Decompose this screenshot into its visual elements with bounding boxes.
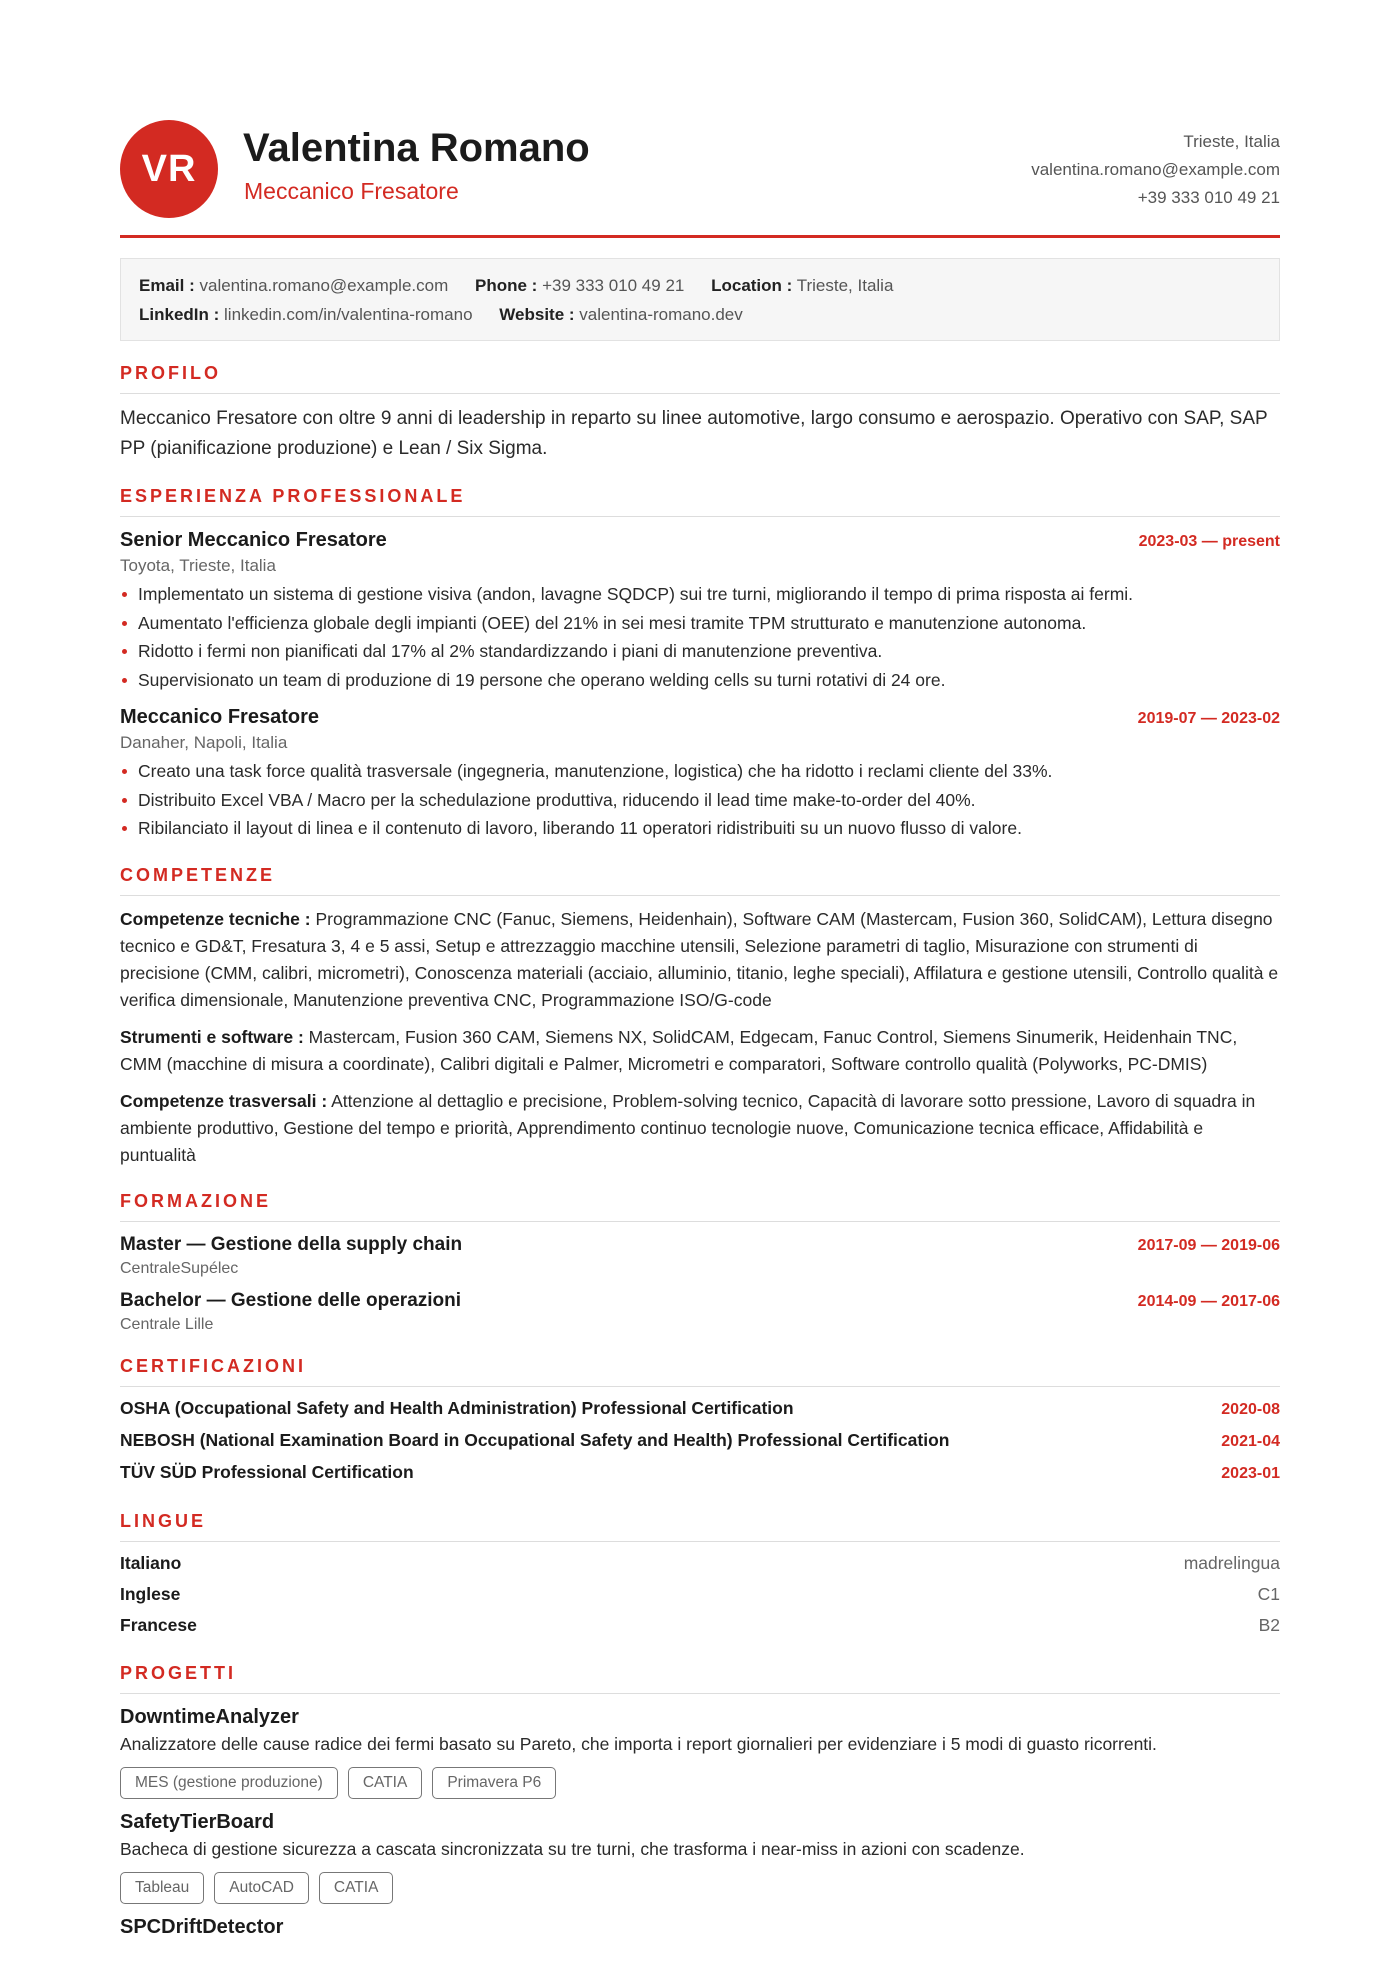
project-name: SafetyTierBoard — [120, 1810, 275, 1833]
header-contact — [1031, 128, 1280, 212]
experience-bullet: Distribuito Excel VBA / Macro per la schedulazione produttiva, riducendo il lead time make-to-order del 40%. — [120, 786, 1280, 815]
header-email: valentina.romano@example.com — [1031, 160, 1280, 179]
profile-summary: Meccanico Fresatore con oltre 9 anni di leadership in reparto su linee automotive, largo consumo e aerospazio. Operativo con SAP, SAP PP (pianificazione produzione) e Lean / Six Sigma. — [120, 408, 1268, 459]
skill-group-tools — [120, 1024, 1280, 1078]
project-entry — [120, 1706, 1280, 1799]
project-description: Bacheca di gestione sicurezza a cascata sincronizzata su tre turni, che trasforma i near-miss in azioni con scadenze. — [120, 1838, 1025, 1859]
project-tag: Tableau — [120, 1872, 204, 1904]
education-school: Centrale Lille — [120, 1315, 214, 1333]
contact-row-2 — [139, 300, 1261, 329]
project-tag: Primavera P6 — [432, 1767, 556, 1799]
language-name: Inglese — [120, 1583, 181, 1604]
project-tags — [120, 1872, 1280, 1904]
project-tag: AutoCAD — [214, 1872, 309, 1904]
contact-phone-value[interactable]: +39 333 010 49 21 — [542, 276, 685, 295]
skill-group-text: Mastercam, Fusion 360 CAM, Siemens NX, SolidCAM, Edgecam, Fanuc Control, Siemens Sinumerik, Heidenhain TNC, CMM (macchine di misura a coordinate), Calibri digitali e Palmer, Micrometri e comparatori, Software controllo qualità (Polyworks, PC-DMIS) — [120, 1026, 1238, 1074]
contact-location-value: Trieste, Italia — [796, 276, 894, 295]
certification-item — [120, 1393, 1280, 1425]
education-degree: Bachelor — Gestione delle operazioni — [120, 1289, 462, 1311]
education-entry — [120, 1234, 1280, 1278]
experience-role: Meccanico Fresatore — [120, 706, 319, 728]
job-title: Meccanico Fresatore — [244, 178, 459, 204]
project-entry — [120, 1811, 1280, 1904]
experience-role: Senior Meccanico Fresatore — [120, 529, 387, 551]
skill-group-label: Competenze trasversali : — [120, 1090, 328, 1111]
contact-info-box — [120, 258, 1280, 341]
experience-company: Toyota, Trieste, Italia — [120, 556, 276, 575]
experience-bullets — [120, 757, 1280, 843]
project-tag: CATIA — [319, 1872, 394, 1904]
avatar: VR — [120, 120, 218, 218]
header-location: Trieste, Italia — [1183, 132, 1280, 151]
education-dates: 2014-09 — 2017-06 — [1137, 1292, 1280, 1310]
certification-name: TÜV SÜD Professional Certification — [120, 1461, 414, 1482]
contact-location — [711, 276, 893, 295]
contact-linkedin — [139, 305, 473, 324]
skill-group-label: Strumenti e software : — [120, 1026, 304, 1047]
experience-bullets — [120, 580, 1280, 694]
experience-bullet: Ribilanciato il layout di linea e il contenuto di lavoro, liberando 11 operatori ridistribuiti su un nuovo flusso di valore. — [120, 814, 1280, 843]
education-school: CentraleSupélec — [120, 1259, 239, 1277]
certification-date: 2021-04 — [1221, 1432, 1280, 1450]
experience-entry — [120, 529, 1280, 694]
header-divider — [120, 235, 1280, 238]
section-heading-education: FORMAZIONE — [120, 1191, 1280, 1222]
certification-name: NEBOSH (National Examination Board in Occupational Safety and Health) Professional Certification — [120, 1429, 950, 1450]
section-heading-experience: ESPERIENZA PROFESSIONALE — [120, 486, 1280, 517]
certification-date: 2020-08 — [1221, 1400, 1280, 1418]
contact-phone — [475, 276, 684, 295]
experience-entry — [120, 706, 1280, 843]
section-heading-projects: PROGETTI — [120, 1663, 1280, 1694]
contact-linkedin-label: LinkedIn : — [139, 305, 220, 324]
contact-phone-label: Phone : — [475, 276, 538, 295]
section-heading-skills: COMPETENZE — [120, 865, 1280, 896]
project-name: DowntimeAnalyzer — [120, 1705, 299, 1728]
language-level: B2 — [1258, 1614, 1280, 1635]
experience-entry-header — [120, 706, 1280, 729]
language-item — [120, 1548, 1280, 1579]
skill-group-text: Attenzione al dettaglio e precisione, Problem-solving tecnico, Capacità di lavorare sotto pressione, Lavoro di squadra in ambiente produttivo, Gestione del tempo e priorità, Apprendimento continuo tecnologie nuove, Comunicazione tecnica efficace, Affidabilità e puntualità — [120, 1090, 1256, 1165]
experience-bullet: Aumentato l'efficienza globale degli impianti (OEE) del 21% in sei mesi tramite TPM strutturato e manutenzione autonoma. — [120, 609, 1280, 638]
section-heading-profile: PROFILO — [120, 363, 1280, 394]
education-entry — [120, 1290, 1280, 1334]
contact-email-value[interactable]: valentina.romano@example.com — [199, 276, 449, 295]
project-tags — [120, 1767, 1280, 1799]
skill-group-technical — [120, 906, 1280, 1014]
skill-group-label: Competenze tecniche : — [120, 908, 311, 929]
experience-bullet: Supervisionato un team di produzione di 19 persone che operano welding cells su turni rotativi di 24 ore. — [120, 666, 1280, 695]
candidate-name: Valentina Romano — [243, 126, 590, 170]
resume-content — [120, 0, 1280, 1939]
certification-item — [120, 1425, 1280, 1457]
certification-name: OSHA (Occupational Safety and Health Administration) Professional Certification — [120, 1397, 794, 1418]
language-item — [120, 1579, 1280, 1610]
section-heading-certifications: CERTIFICAZIONI — [120, 1356, 1280, 1387]
contact-location-label: Location : — [711, 276, 793, 295]
experience-bullet: Implementato un sistema di gestione visiva (andon, lavagne SQDCP) sui tre turni, migliorando il tempo di prima risposta ai fermi. — [120, 580, 1280, 609]
language-item — [120, 1610, 1280, 1641]
language-name: Italiano — [120, 1552, 182, 1573]
education-dates: 2017-09 — 2019-06 — [1137, 1236, 1280, 1254]
contact-email-label: Email : — [139, 276, 195, 295]
project-description: Analizzatore delle cause radice dei fermi basato su Pareto, che importa i report giornalieri per evidenziare i 5 modi di guasto ricorrenti. — [120, 1733, 1157, 1754]
experience-entry-header — [120, 529, 1280, 552]
education-entry-header — [120, 1290, 1280, 1312]
experience-dates: 2019-07 — 2023-02 — [1137, 710, 1280, 727]
certification-list — [120, 1393, 1280, 1489]
education-entry-header — [120, 1234, 1280, 1256]
language-level: madrelingua — [1183, 1552, 1280, 1573]
resume-header — [120, 0, 1280, 240]
experience-bullet: Ridotto i fermi non pianificati dal 17% al 2% standardizzando i piani di manutenzione preventiva. — [120, 637, 1280, 666]
contact-website — [499, 305, 742, 324]
header-phone: +39 333 010 49 21 — [1137, 188, 1280, 207]
certification-date: 2023-01 — [1221, 1464, 1280, 1482]
language-list — [120, 1548, 1280, 1641]
skill-group-soft — [120, 1088, 1280, 1169]
certification-item — [120, 1457, 1280, 1489]
experience-dates: 2023-03 — present — [1138, 533, 1280, 550]
experience-bullet: Creato una task force qualità trasversale (ingegneria, manutenzione, logistica) che ha ridotto i reclami cliente del 33%. — [120, 757, 1280, 786]
project-tag: CATIA — [348, 1767, 423, 1799]
contact-row-1 — [139, 271, 1261, 300]
contact-linkedin-link[interactable]: linkedin.com/in/valentina-romano — [224, 305, 473, 324]
project-name: SPCDriftDetector — [120, 1915, 284, 1938]
contact-website-label: Website : — [499, 305, 575, 324]
education-degree: Master — Gestione della supply chain — [120, 1233, 463, 1255]
language-level: C1 — [1257, 1583, 1280, 1604]
project-entry — [120, 1916, 1280, 1939]
skill-group-text: Programmazione CNC (Fanuc, Siemens, Heidenhain), Software CAM (Mastercam, Fusion 360, SolidCAM), Lettura disegno tecnico e GD&T, Fresatura 3, 4 e 5 assi, Setup e attrezzaggio macchine utensili, Selezione parametri di taglio, Misurazione con strumenti di precisione (CMM, calibri, micrometri), Conoscenza materiali (acciaio, alluminio, titanio, leghe speciali), Affilatura e gestione utensili, Controllo qualità e verifica dimensionale, Manutenzione preventiva CNC, Programmazione ISO/G-code — [120, 908, 1279, 1010]
language-name: Francese — [120, 1614, 197, 1635]
experience-company: Danaher, Napoli, Italia — [120, 733, 288, 752]
project-tag: MES (gestione produzione) — [120, 1767, 338, 1799]
contact-email — [139, 276, 448, 295]
contact-website-link[interactable]: valentina-romano.dev — [579, 305, 743, 324]
section-heading-languages: LINGUE — [120, 1511, 1280, 1542]
